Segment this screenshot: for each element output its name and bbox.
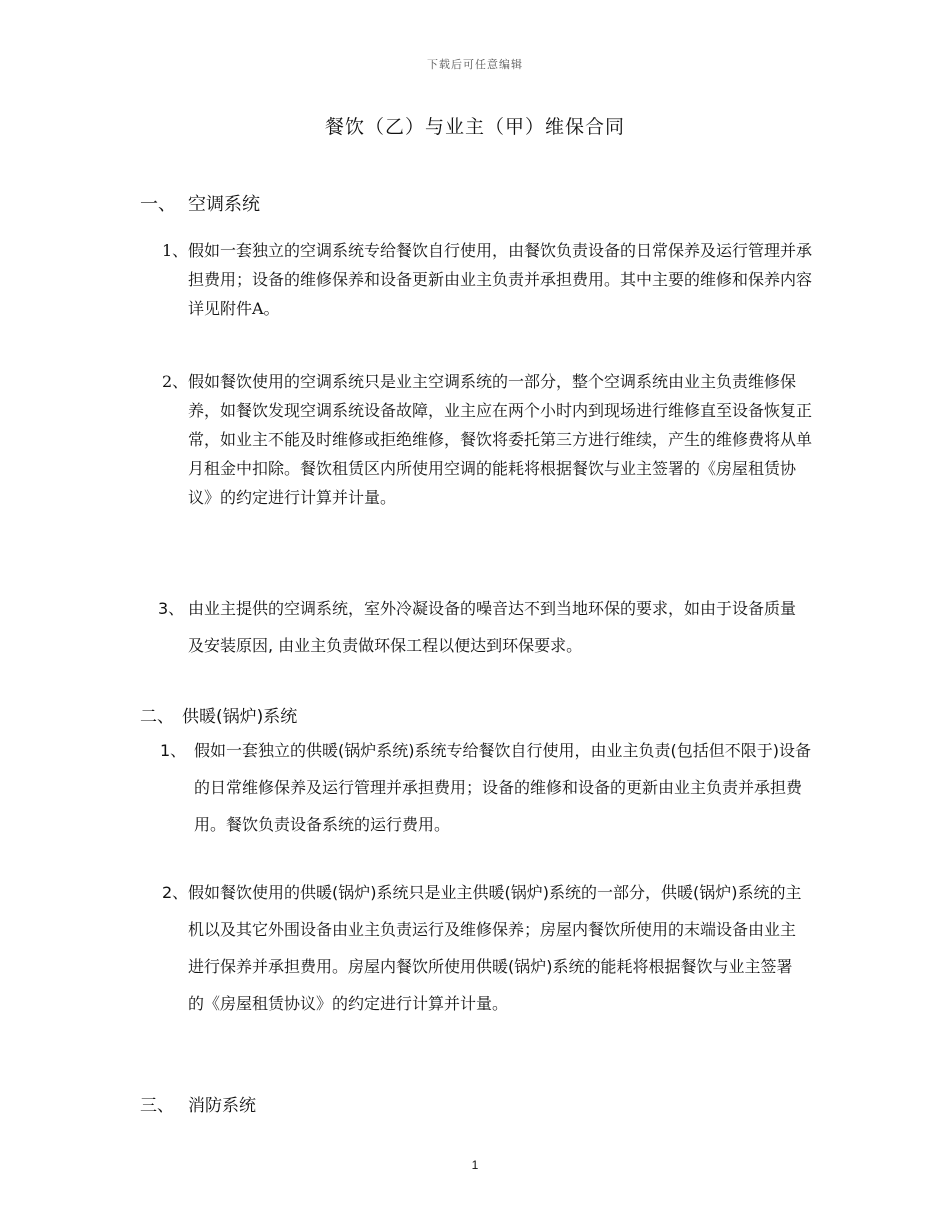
section-title: 消防系统 (188, 1096, 256, 1116)
clause-text: 假如餐饮使用的供暖(锅炉)系统只是业主供暖(锅炉)系统的一部分，供暖(锅炉)系统的主机以及其它外围设备由业主负责运行及维修保养；房屋内餐饮所使用的末端设备由业主进行保养并承担费用。房屋内餐饮所使用供暖(锅炉)系统的能耗将根据餐饮与业主签署的《房屋租赁协议》的约定进行计算并计量。 (188, 883, 802, 1013)
clause-2-1 (160, 732, 814, 843)
document-title: 餐饮（乙）与业主（甲）维保合同 (324, 116, 625, 138)
section-number: 一、 (140, 194, 176, 215)
clause-number: 1、 (162, 241, 189, 260)
page-number: 1 (471, 1158, 479, 1172)
clause-2-2 (162, 874, 808, 1022)
clause-text: 假如一套独立的供暖(锅炉系统)系统专给餐饮自行使用，由业主负责(包括但不限于)设备的日常维修保养及运行管理并承担费用；设备的维修和设备的更新由业主负责并承担费用。餐饮负责设备系统的运行费用。 (194, 741, 811, 834)
clause-number: 2、 (162, 372, 189, 391)
clause-1-2 (162, 367, 813, 512)
section-number: 二、 (140, 707, 174, 727)
section-title: 供暖(锅炉)系统 (182, 707, 298, 727)
section-heading-fire (140, 1091, 256, 1116)
clause-number: 3、 (158, 599, 185, 618)
section-title: 空调系统 (188, 194, 260, 215)
section-number: 三、 (140, 1096, 174, 1116)
clause-text: 由业主提供的空调系统，室外冷凝设备的噪音达不到当地环保的要求，如由于设备质量及安装原因, 由业主负责做环保工程以便达到环保要求。 (188, 599, 797, 655)
clause-1-1 (162, 236, 813, 323)
clause-1-3 (158, 590, 808, 664)
section-heading-aircon (140, 190, 260, 216)
clause-text: 假如一套独立的空调系统专给餐饮自行使用，由餐饮负责设备的日常保养及运行管理并承担费用；设备的维修保养和设备更新由业主负责并承担费用。其中主要的维修和保养内容详见附件A。 (188, 241, 813, 318)
clause-number: 1、 (160, 741, 187, 760)
clause-number: 2、 (162, 883, 189, 902)
clause-text: 假如餐饮使用的空调系统只是业主空调系统的一部分，整个空调系统由业主负责维修保养，如餐饮发现空调系统设备故障，业主应在两个小时内到现场进行维修直至设备恢复正常，如业主不能及时维修或拒绝维修，餐饮将委托第三方进行维续，产生的维修费将从单月租金中扣除。餐饮租赁区内所使用空调的能耗将根据餐饮与业主签署的《房屋租赁协议》的约定进行计算并计量。 (188, 372, 813, 507)
section-heading-heating (140, 702, 297, 727)
header-note: 下载后可任意编辑 (427, 58, 523, 71)
